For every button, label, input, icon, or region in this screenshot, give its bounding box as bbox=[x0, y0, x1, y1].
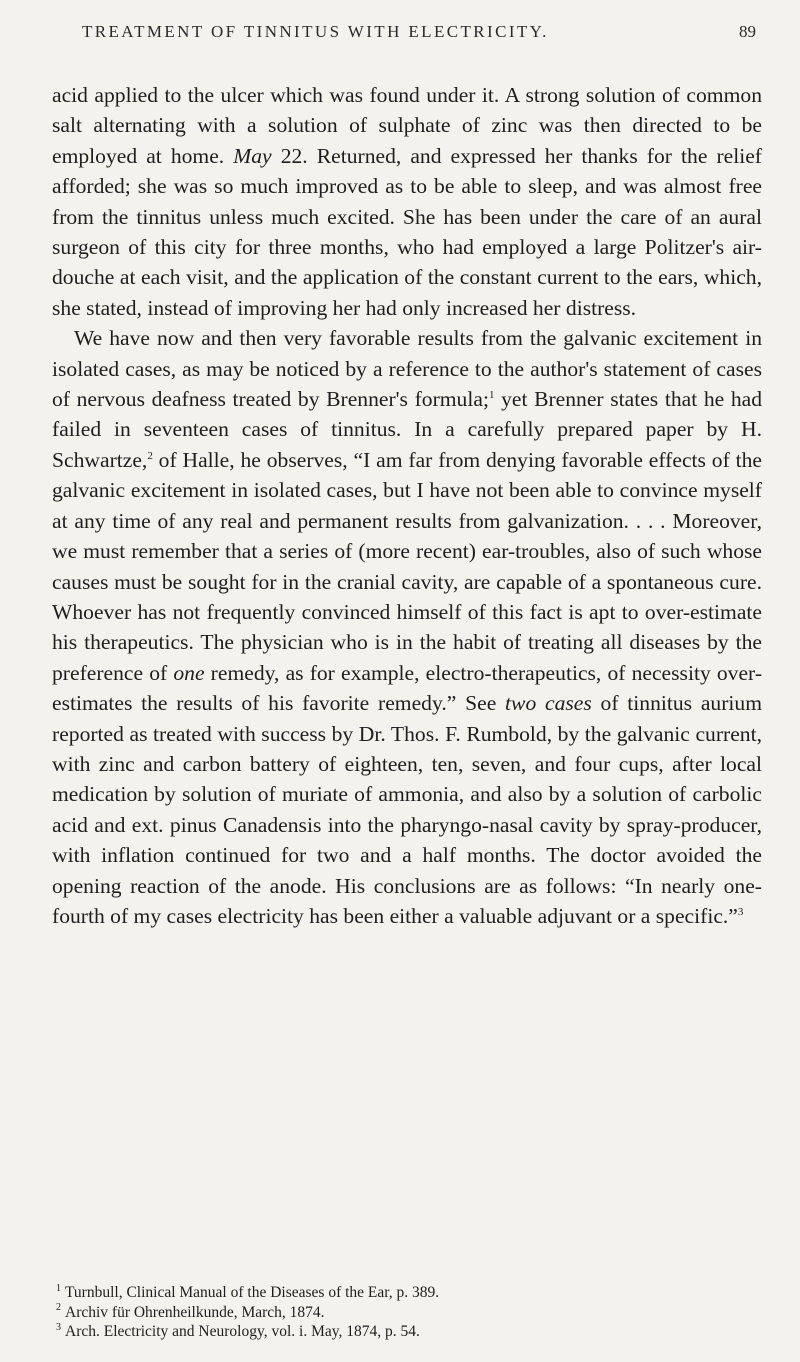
paragraph-text: of Halle, he observes, “I am far from denying favorable effects of the galvanic excitement in isolated cases, but I have not been able to convince myself at any time of any real and permanent results from galvanization. . . . Moreover, we must remember that a series of (more recent) ear-troubles, also of such whose causes must be sought for in the cranial cavity, are capable of a spontaneous cure. Whoever has not frequently convinced himself of this fact is apt to over-estimate his therapeutics. The physician who is in the habit of treating all diseases by the preference of bbox=[52, 447, 762, 685]
footnote-reference: 3 bbox=[737, 905, 744, 918]
date-italic: May bbox=[233, 143, 272, 168]
footnote-mark: 2 bbox=[56, 1302, 61, 1314]
paragraph-text: yet Brenner states that he had failed in seventeen cases of tinnitus. In a carefully prepared paper by H. Schwartze, bbox=[52, 387, 763, 472]
paragraph-text: acid applied to the ulcer which was found under it. A strong solution of common salt alternating with a solution of sulphate of zinc was then directed to be employed at home. bbox=[52, 83, 762, 168]
footnote-text: Archiv für Ohrenheilkunde, March, 1874. bbox=[65, 1303, 325, 1321]
footnote-text: Turnbull, Clinical Manual of the Diseases of the Ear, p. 389. bbox=[65, 1284, 440, 1301]
paragraph-text: We have now and then very favorable results from the galvanic excitement in isolated cases, as may be noticed by a reference to the author's statement of cases of nervous deafness treated by Brenner's formula; bbox=[52, 326, 762, 412]
footnote bbox=[56, 1322, 756, 1342]
footnotes bbox=[56, 1283, 756, 1342]
footnote-mark: 1 bbox=[56, 1282, 61, 1294]
paragraph-text: 22. Returned, and expressed her thanks for the relief afforded; she was so much improved as to be able to sleep, and was almost free from the tinnitus unless much excited. She has been under the care of an aural surgeon of this city for three months, who had employed a large Politzer's air-douche at each visit, and the application of the constant current to the ears, which, she stated, instead of improving her had only increased her distress. bbox=[52, 143, 762, 320]
page-number: 89 bbox=[739, 22, 756, 41]
emphasis-italic: two cases bbox=[505, 691, 592, 716]
body-text bbox=[52, 80, 762, 931]
paragraph-text: of tinnitus aurium reported as treated with success by Dr. Thos. F. Rumbold, by the galvanic current, with zinc and carbon battery of eighteen, ten, seven, and four cups, after local medication by solution of muriate of ammonia, and also by a solution of carbolic acid and ext. pinus Canadensis into the pharyngo-nasal cavity by spray-producer, with inflation continued for two and a half months. The doctor avoided the opening reaction of the anode. His conclusions are as follows: “In nearly one-fourth of my cases electricity has been either a valuable adjuvant or a specific.” bbox=[52, 691, 763, 928]
footnote-reference: 1 bbox=[488, 388, 495, 401]
footnote-reference: 2 bbox=[147, 449, 153, 462]
paragraph bbox=[52, 323, 762, 931]
running-head bbox=[52, 22, 762, 52]
running-title: TREATMENT OF TINNITUS WITH ELECTRICITY. bbox=[82, 22, 549, 41]
footnote bbox=[56, 1303, 756, 1323]
paragraph-text: remedy, as for example, electro-therapeutics, of necessity over-estimates the results of his favorite remedy.” See bbox=[52, 660, 763, 716]
footnote-text: Arch. Electricity and Neurology, vol. i. May, 1874, p. 54. bbox=[65, 1323, 420, 1340]
paragraph-continued bbox=[52, 80, 762, 323]
footnote bbox=[56, 1283, 756, 1303]
emphasis-italic: one bbox=[173, 660, 205, 685]
footnote-mark: 3 bbox=[56, 1321, 61, 1333]
